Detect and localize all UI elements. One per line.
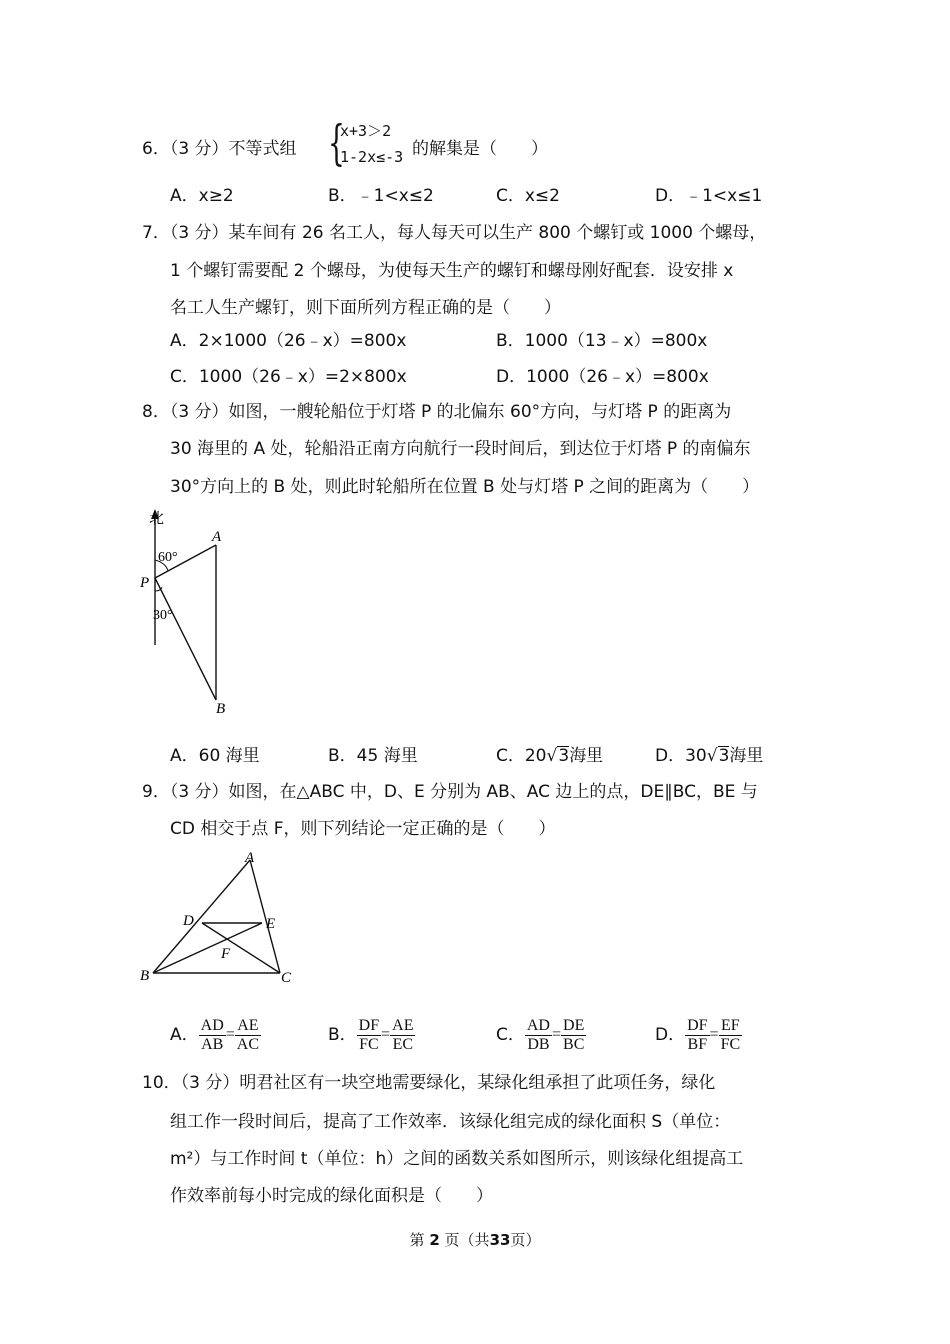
- q6-inequality-2: 1-2x≤-3: [340, 148, 404, 166]
- equals-sign: =: [381, 1026, 391, 1043]
- q9-line-2: CD 相交于点 F，则下列结论一定正确的是（ ）: [170, 819, 556, 839]
- equals-sign: =: [551, 1026, 562, 1043]
- fraction-denominator: BC: [563, 1035, 585, 1053]
- q7-option-a: A．2×1000（26﹣x）=800x: [170, 331, 407, 351]
- footer-prefix: 第: [409, 1231, 425, 1249]
- q8-label-30: 30°: [153, 608, 173, 623]
- q6-option-c: C．x≤2: [496, 186, 560, 206]
- q8-option-c: [496, 744, 603, 768]
- fraction-numerator: AD: [200, 1016, 224, 1034]
- fraction-denominator: AB: [201, 1035, 224, 1053]
- q9-option-label: B．: [328, 1025, 357, 1045]
- q7-option-c: C．1000（26﹣x）=2×800x: [170, 367, 407, 387]
- fraction-numerator: AD: [526, 1016, 550, 1034]
- q9-option-label: D．: [655, 1025, 686, 1045]
- fraction-denominator: FC: [720, 1035, 741, 1053]
- q10-line-1: 10．（3 分）明君社区有一块空地需要绿化，某绿化组承担了此项任务，绿化: [142, 1073, 716, 1093]
- q9-fraction: [719, 1017, 743, 1054]
- q8-line-1: 8．（3 分）如图，一艘轮船位于灯塔 P 的北偏东 60°方向，与灯塔 P 的距离为: [142, 402, 732, 422]
- brace-icon: {: [328, 115, 345, 171]
- sqrt-icon: √: [546, 746, 558, 766]
- q8-line-PB: [155, 578, 216, 700]
- fraction-numerator: AE: [392, 1016, 414, 1034]
- q8-option-c-radicand: 3: [558, 746, 570, 766]
- q6-inequality-system: [328, 115, 418, 174]
- q9-line-AB: [153, 860, 250, 973]
- q9-fraction: [561, 1017, 586, 1054]
- fraction-numerator: DF: [687, 1016, 708, 1034]
- q9-fraction: [390, 1017, 415, 1054]
- q8-option-c-prefix: C．20: [496, 746, 547, 766]
- q7-line-2: 1 个螺钉需要配 2 个螺母，为使每天生产的螺钉和螺母刚好配套．设安排 x: [170, 261, 734, 281]
- q9-line-BE: [153, 923, 262, 973]
- q8-label-60: 60°: [158, 550, 178, 565]
- q9-fraction: [199, 1017, 226, 1054]
- q9-label-B: B: [140, 968, 150, 984]
- q9-option-c: [496, 1015, 586, 1055]
- sqrt-icon: √: [706, 746, 718, 766]
- q6-option-a: A．x≥2: [170, 186, 234, 206]
- q9-option-label: A．: [170, 1025, 199, 1045]
- fraction-numerator: DF: [358, 1016, 380, 1034]
- q8-line-2: 30 海里的 A 处，轮船沿正南方向航行一段时间后，到达位于灯塔 P 的南偏东: [170, 439, 751, 459]
- q9-fraction: [685, 1017, 709, 1054]
- q8-option-d-unit: 海里: [729, 746, 764, 766]
- q9-option-label: C．: [496, 1025, 525, 1045]
- q9-fraction: [235, 1017, 261, 1054]
- q10-line-3: m²）与工作时间 t（单位：h）之间的函数关系如图所示，则该绿化组提高工: [170, 1149, 744, 1169]
- q9-label-E: E: [266, 916, 276, 932]
- page-footer: [0, 1229, 950, 1250]
- q7-line-1: 7．（3 分）某车间有 26 名工人，每人每天可以生产 800 个螺钉或 1000 个螺母，: [142, 223, 767, 243]
- footer-page-number: 2: [429, 1231, 440, 1249]
- q6-inequality-1: x+3＞2: [340, 122, 392, 140]
- q8-option-a: A．60 海里: [170, 746, 260, 766]
- q8-option-c-unit: 海里: [569, 746, 604, 766]
- q9-label-F: F: [221, 946, 231, 962]
- q9-option-d: [655, 1015, 742, 1055]
- q8-option-d-radicand: 3: [718, 746, 730, 766]
- footer-total-pages: 33: [489, 1231, 511, 1249]
- q8-figure: [130, 505, 250, 720]
- q9-fraction: [525, 1017, 552, 1054]
- fraction-denominator: BF: [687, 1035, 708, 1053]
- equals-sign: =: [709, 1026, 719, 1043]
- fraction-denominator: AC: [236, 1035, 260, 1053]
- q10-line-2: 组工作一段时间后，提高了工作效率．该绿化组完成的绿化面积 S（单位：: [170, 1112, 731, 1132]
- q9-label-D: D: [183, 913, 194, 929]
- fraction-numerator: DE: [561, 1017, 586, 1036]
- q9-label-C: C: [281, 970, 292, 986]
- fraction-numerator: AE: [235, 1017, 261, 1036]
- q8-label-P: P: [140, 575, 150, 591]
- q6-stem-suffix: 的解集是（ ）: [412, 139, 548, 159]
- q9-option-a: [170, 1015, 261, 1055]
- footer-middle: 页（共: [444, 1231, 490, 1249]
- fraction-denominator: DB: [527, 1035, 550, 1053]
- q8-option-d: [655, 744, 763, 768]
- q9-fraction: [357, 1017, 381, 1054]
- q9-figure: [135, 848, 305, 988]
- q6-stem: 6．（3 分）不等式组: [142, 139, 297, 159]
- footer-suffix: 页）: [510, 1231, 541, 1249]
- q10-line-4: 作效率前每小时完成的绿化面积是（ ）: [170, 1186, 493, 1206]
- q8-line-3: 30°方向上的 B 处，则此时轮船所在位置 B 处与灯塔 P 之间的距离为（ ）: [170, 477, 760, 497]
- q9-label-A: A: [245, 850, 255, 866]
- equals-sign: =: [225, 1026, 235, 1043]
- q8-label-B: B: [216, 701, 226, 717]
- q8-label-A: A: [212, 529, 222, 545]
- fraction-denominator: EC: [392, 1035, 414, 1053]
- q7-option-d: D．1000（26﹣x）=800x: [496, 367, 709, 387]
- q8-option-d-prefix: D．30: [655, 746, 707, 766]
- q6-option-b: B．﹣1<x≤2: [328, 186, 434, 206]
- q7-line-3: 名工人生产螺钉，则下面所列方程正确的是（ ）: [170, 298, 561, 318]
- fraction-numerator: EF: [719, 1017, 743, 1036]
- q9-line-1: 9．（3 分）如图，在△ABC 中，D、E 分别为 AB、AC 边上的点，DE∥BC，BE 与: [142, 782, 758, 802]
- q6-option-d: D．﹣1<x≤1: [655, 186, 763, 206]
- q8-label-north: 北: [149, 511, 165, 527]
- fraction-denominator: FC: [359, 1035, 379, 1053]
- q7-option-b: B．1000（13﹣x）=800x: [496, 331, 708, 351]
- q8-option-b: B．45 海里: [328, 746, 418, 766]
- q9-option-b: [328, 1015, 415, 1055]
